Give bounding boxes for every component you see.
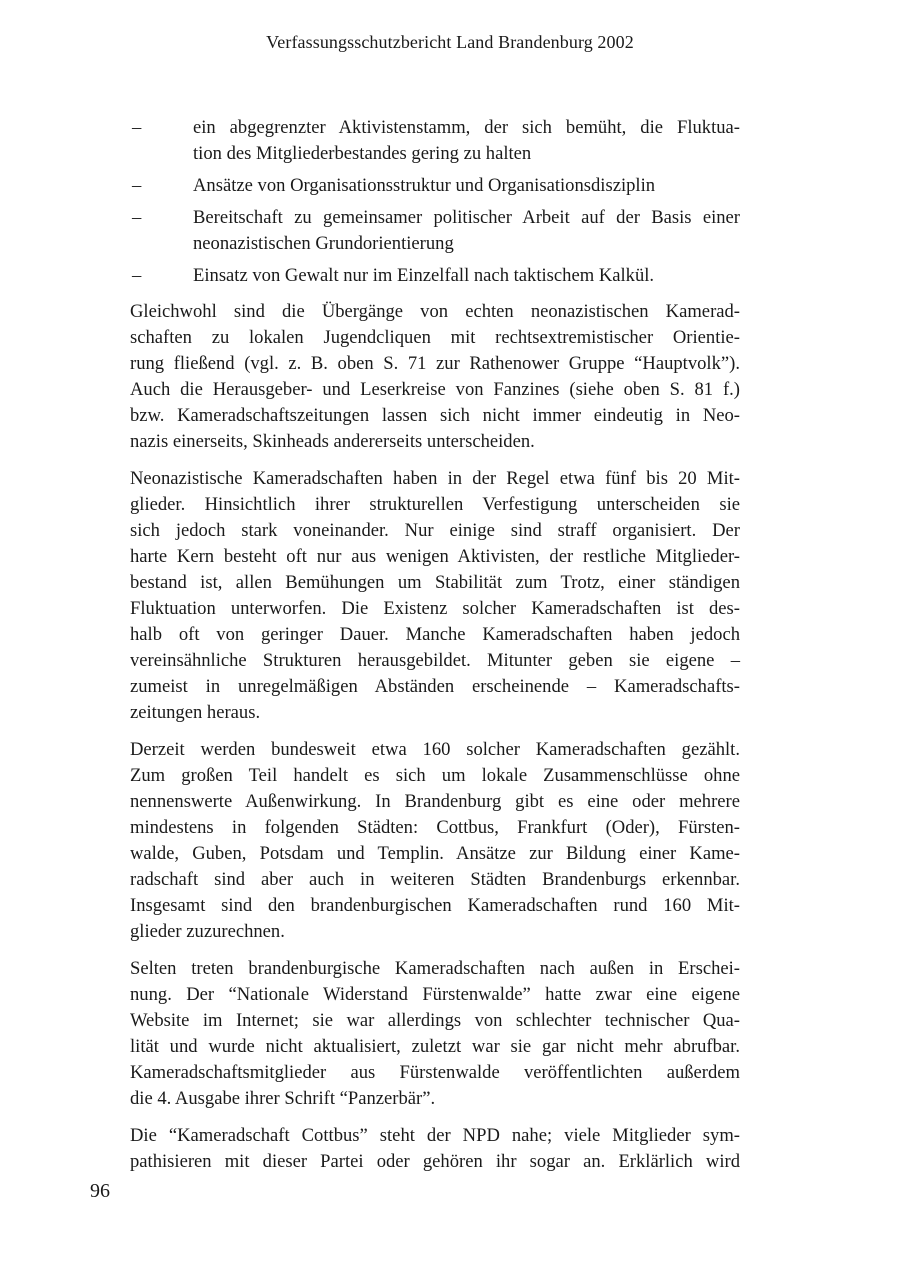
text-line: Insgesamt sind den brandenburgischen Kameradschaften rund 160 Mit- [130,895,740,916]
bullet-item [130,115,740,167]
dash-marker: – [132,207,142,228]
text-line: rung fließend (vgl. z. B. oben S. 71 zur Rathenower Gruppe “Hauptvolk”). [130,353,740,374]
text-line: glieder. Hinsichtlich ihrer strukturellen Verfestigung unterscheiden sie [130,494,740,515]
text-line: bestand ist, allen Bemühungen um Stabilität zum Trotz, einer ständigen [130,572,740,593]
bullet-line: ein abgegrenzter Aktivistenstamm, der sich bemüht, die Fluktua- [193,117,740,138]
paragraph [130,299,740,455]
text-line: Fluktuation unterworfen. Die Existenz solcher Kameradschaften ist des- [130,598,740,619]
text-line: Auch die Herausgeber- und Leserkreise von Fanzines (siehe oben S. 81 f.) [130,379,740,400]
bullet-item [130,205,740,257]
bullet-line: Einsatz von Gewalt nur im Einzelfall nach taktischem Kalkül. [193,265,655,286]
text-line: Die “Kameradschaft Cottbus” steht der NPD nahe; viele Mitglieder sym- [130,1125,740,1146]
text-line: Neonazistische Kameradschaften haben in der Regel etwa fünf bis 20 Mit- [130,468,740,489]
text-line: Gleichwohl sind die Übergänge von echten neonazistischen Kamerad- [130,301,740,322]
dash-marker: – [132,265,142,286]
text-line: vereinsähnliche Strukturen herausgebildet. Mitunter geben sie eigene – [130,650,740,671]
paragraph [130,737,740,945]
bullet-line: tion des Mitgliederbestandes gering zu halten [193,143,532,164]
text-line: Derzeit werden bundesweit etwa 160 solcher Kameradschaften gezählt. [130,739,740,760]
text-line: walde, Guben, Potsdam und Templin. Ansätze zur Bildung einer Kame- [130,843,740,864]
bullet-line: Bereitschaft zu gemeinsamer politischer Arbeit auf der Basis einer [193,207,740,228]
paragraph [130,466,740,726]
text-line: Website im Internet; sie war allerdings von schlechter technischer Qua- [130,1010,740,1031]
text-line: sich jedoch stark voneinander. Nur einige sind straff organisiert. Der [130,520,740,541]
text-line: pathisieren mit dieser Partei oder gehören ihr sogar an. Erklärlich wird [130,1151,740,1172]
running-header: Verfassungsschutzbericht Land Brandenburg 2002 [266,32,634,52]
page-number: 96 [90,1180,110,1202]
text-line: mindestens in folgenden Städten: Cottbus, Frankfurt (Oder), Fürsten- [130,817,740,838]
text-line: radschaft sind aber auch in weiteren Städten Brandenburgs erkennbar. [130,869,740,890]
dash-marker: – [132,175,142,196]
text-line: glieder zuzurechnen. [130,921,285,942]
bullet-list [130,115,740,289]
text-line: zumeist in unregelmäßigen Abständen erscheinende – Kameradschafts- [130,676,740,697]
bullet-item [130,263,740,289]
body-text [130,115,740,1186]
text-line: lität und wurde nicht aktualisiert, zuletzt war sie gar nicht mehr abrufbar. [130,1036,740,1057]
text-line: harte Kern besteht oft nur aus wenigen Aktivisten, der restliche Mitglieder- [130,546,740,567]
text-line: zeitungen heraus. [130,702,261,723]
bullet-item [130,173,740,199]
bullet-line: Ansätze von Organisationsstruktur und Organisationsdisziplin [193,175,656,196]
text-line: die 4. Ausgabe ihrer Schrift “Panzerbär”. [130,1088,436,1109]
text-line: schaften zu lokalen Jugendcliquen mit rechtsextremistischer Orientie- [130,327,740,348]
text-line: halb oft von geringer Dauer. Manche Kameradschaften haben jedoch [130,624,740,645]
text-line: Kameradschaftsmitglieder aus Fürstenwalde veröffentlichten außerdem [130,1062,740,1083]
dash-marker: – [132,117,142,138]
text-line: Selten treten brandenburgische Kameradschaften nach außen in Erschei- [130,958,740,979]
text-line: nung. Der “Nationale Widerstand Fürstenwalde” hatte zwar eine eigene [130,984,740,1005]
paragraph [130,956,740,1112]
text-line: Zum großen Teil handelt es sich um lokale Zusammenschlüsse ohne [130,765,740,786]
text-line: nazis einerseits, Skinheads andererseits unterscheiden. [130,431,535,452]
text-line: nennenswerte Außenwirkung. In Brandenburg gibt es eine oder mehrere [130,791,740,812]
bullet-line: neonazistischen Grundorientierung [193,233,454,254]
paragraph [130,1123,740,1175]
text-line: bzw. Kameradschaftszeitungen lassen sich nicht immer eindeutig in Neo- [130,405,740,426]
